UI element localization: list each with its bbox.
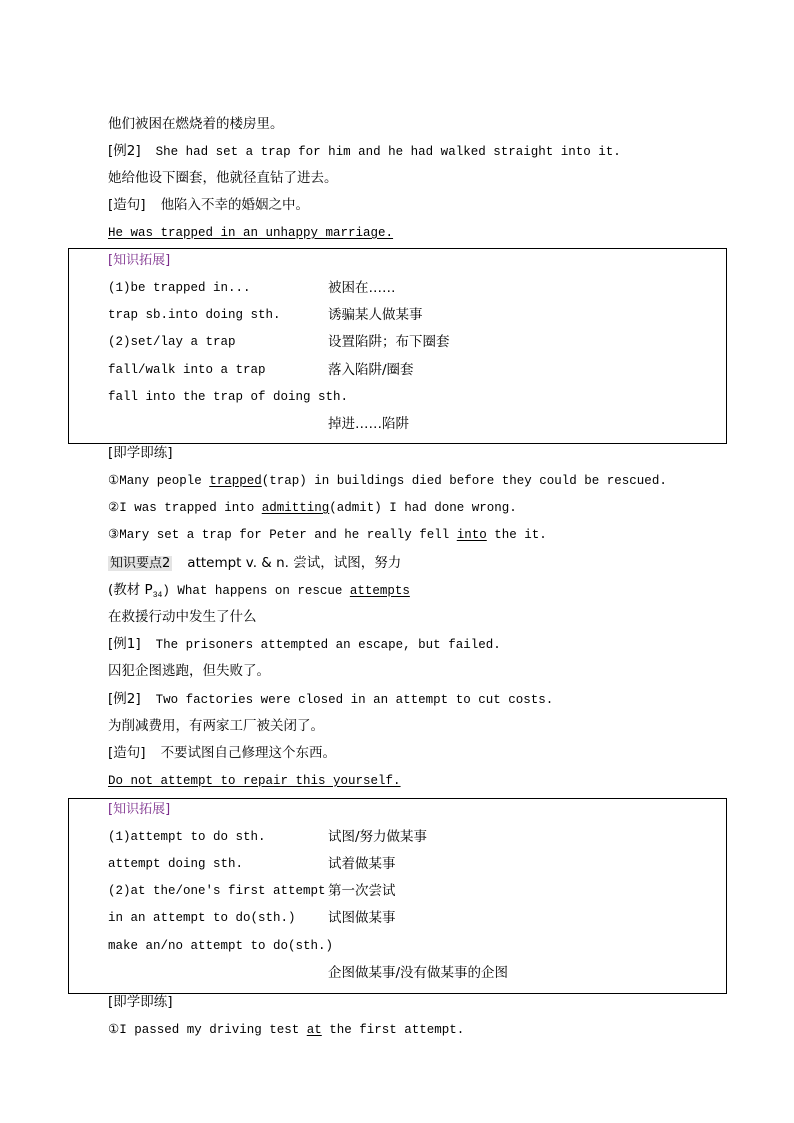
question-text: the first attempt. [321,1023,465,1037]
example-2-translation: 为削减费用，有两家工厂被关闭了。 [108,718,324,734]
answer-blank: trapped [209,474,262,488]
example-2-line [108,690,553,709]
extension-row-en: attempt doing sth. [108,857,244,871]
make-sentence-prompt: 他陷入不幸的婚姻之中。 [160,197,310,213]
question-text: the it. [486,528,547,542]
example-sentence: The prisoners attempted an escape, but failed. [155,638,501,652]
practice-question-3 [108,526,547,544]
example-1-translation: 囚犯企图逃跑，但失败了。 [108,663,270,679]
extension-row-zh: 试着做某事 [328,856,396,872]
knowledge-point-title: attempt v. & n. 尝试，试图，努力 [187,555,402,571]
extension-row-zh: 企图做某事/没有做某事的企图 [328,965,509,981]
question-text: (admit) I had done wrong. [329,501,517,515]
previous-example-translation: 他们被困在燃烧着的楼房里。 [108,116,284,132]
extension-row-en: fall/walk into a trap [108,363,266,377]
source-sentence: ) What happens on rescue [162,584,350,598]
extension-row-en: in an attempt to do(sth.) [108,911,296,925]
extension-row-zh: 被困在…… [328,280,396,296]
answer-blank: into [456,528,487,542]
example-tag: [例2] [108,143,141,159]
question-text: ②I was trapped into [108,501,262,515]
extension-row-en: (1)be trapped in... [108,281,251,295]
make-sentence-tag: [造句] [108,745,146,761]
source-keyword: attempts [349,584,410,598]
textbook-source-line [108,581,410,602]
extension-row-zh: 诱骗某人做某事 [328,307,423,323]
example-sentence: She had set a trap for him and he had walked straight into it. [155,145,621,159]
make-sentence-tag: [造句] [108,197,146,213]
knowledge-extension-tag: [知识拓展] [108,802,171,817]
extension-row-en: make an/no attempt to do(sth.) [108,939,334,953]
extension-row-en: fall into the trap of doing sth. [108,390,349,404]
page-number-subscript: 34 [152,591,163,600]
extension-row-zh: 第一次尝试 [328,883,396,899]
make-sentence-answer: Do not attempt to repair this yourself. [108,774,401,788]
extension-row-zh: 试图做某事 [328,910,396,926]
make-sentence-answer: He was trapped in an unhappy marriage. [108,226,394,240]
answer-blank: at [306,1023,322,1037]
extension-row-en: (1)attempt to do sth. [108,830,266,844]
practice-tag: [即学即练] [108,994,173,1010]
question-text: ①I passed my driving test [108,1023,307,1037]
extension-row-en: (2)set/lay a trap [108,335,236,349]
practice-question-2 [108,499,517,517]
source-prefix: (教材 P [108,582,153,598]
answer-blank: admitting [261,501,330,515]
make-sentence-prompt: 不要试图自己修理这个东西。 [160,745,337,761]
example-1-line [108,635,501,654]
extension-row-zh: 落入陷阱/圈套 [328,362,414,378]
practice-question-1 [108,472,667,490]
make-sentence-line [108,196,309,215]
example-tag: [例1] [108,636,141,652]
knowledge-point-tag: 知识要点2 [110,556,171,571]
extension-row-zh: 设置陷阱；布下圈套 [328,334,450,350]
practice-tag: [即学即练] [108,445,173,461]
example-2-line [108,142,621,161]
knowledge-point-heading [108,554,401,573]
textbook-source-translation: 在救援行动中发生了什么 [108,609,257,625]
knowledge-extension-tag: [知识拓展] [108,253,171,268]
make-sentence-line [108,744,336,763]
question-text: ①Many people [108,474,210,488]
extension-row-en: (2)at the/one's first attempt [108,884,326,898]
example-sentence: Two factories were closed in an attempt to cut costs. [155,693,554,707]
extension-row-zh: 试图/努力做某事 [328,829,428,845]
question-text: ③Mary set a trap for Peter and he really fell [108,528,457,542]
extension-row-zh: 掉进……陷阱 [328,416,409,432]
example-tag: [例2] [108,691,141,707]
question-text: (trap) in buildings died before they could be rescued. [261,474,667,488]
practice-question-1 [108,1021,464,1039]
extension-row-en: trap sb.into doing sth. [108,308,281,322]
example-2-translation: 她给他设下圈套，他就径直钻了进去。 [108,170,338,186]
